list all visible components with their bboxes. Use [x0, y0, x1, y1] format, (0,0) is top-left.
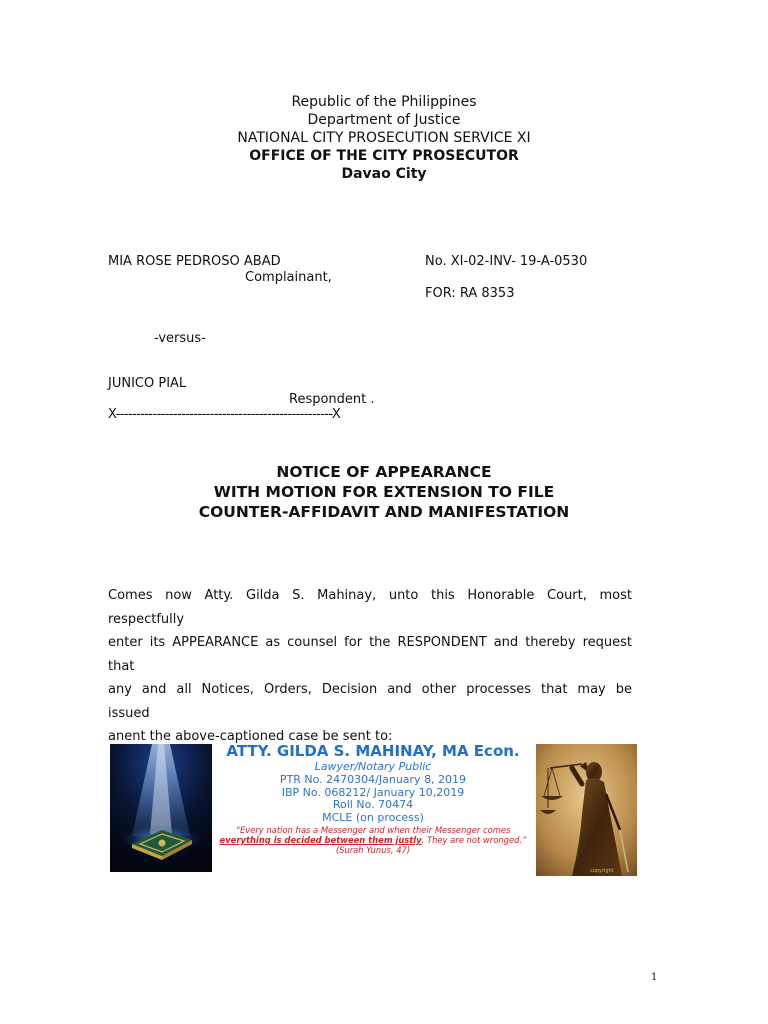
quote-emphasis: everything is decided between them justly	[219, 834, 422, 845]
body-line-3: any and all Notices, Orders, Decision and other processes that may be issued	[108, 682, 632, 721]
caption-separator: X-----------------------------------------------------X	[108, 407, 341, 422]
versus: -versus-	[154, 331, 206, 346]
signature-block	[214, 742, 532, 855]
quote-part-a: “Every nation has a Messenger and when their Messenger comes	[235, 824, 511, 835]
roll-number: Roll No. 70474	[332, 798, 414, 812]
document-header	[0, 93, 768, 183]
svg-text:copyright: copyright	[590, 868, 614, 874]
header-prosecution-service: NATIONAL CITY PROSECUTION SERVICE XI	[237, 130, 531, 146]
title-line-1: NOTICE OF APPEARANCE	[276, 463, 492, 481]
case-for: FOR: RA 8353	[425, 286, 515, 301]
case-number: No. XI-02-INV- 19-A-0530	[425, 254, 588, 269]
header-office: OFFICE OF THE CITY PROSECUTOR	[249, 148, 519, 164]
quran-spotlight-image	[110, 744, 212, 872]
respondent-label: Respondent .	[289, 392, 375, 407]
body-line-2: enter its APPEARANCE as counsel for the RESPONDENT and thereby request that	[108, 635, 632, 674]
mcle-status: MCLE (on process)	[322, 811, 424, 825]
ibp-number: IBP No. 068212/ January 10,2019	[281, 785, 465, 799]
respondent-name: JUNICO PIAL	[108, 376, 187, 391]
ptr-number: PTR No. 2470304/January 8, 2019	[279, 772, 467, 786]
body-line-1: Comes now Atty. Gilda S. Mahinay, unto this Honorable Court, most respectfully	[108, 588, 632, 627]
attorney-role: Lawyer/Notary Public	[314, 760, 432, 773]
lady-justice-image	[536, 744, 637, 876]
header-department: Department of Justice	[307, 112, 461, 128]
title-line-3: COUNTER-AFFIDAVIT AND MANIFESTATION	[198, 503, 570, 521]
document-title	[0, 462, 768, 522]
quran-quote	[214, 825, 532, 855]
page-number: 1	[651, 972, 658, 983]
complainant-name: MIA ROSE PEDROSO ABAD	[108, 254, 281, 269]
attorney-name: ATTY. GILDA S. MAHINAY, MA Econ.	[226, 742, 520, 760]
header-city: Davao City	[341, 166, 427, 182]
header-republic: Republic of the Philippines	[291, 94, 477, 110]
body-paragraph	[108, 584, 632, 749]
title-line-2: WITH MOTION FOR EXTENSION TO FILE	[213, 483, 555, 501]
quote-part-b: . They are not wronged.” (Surah Yunus, 47)	[335, 834, 527, 855]
complainant-label: Complainant,	[245, 270, 332, 285]
body-line-4: anent the above-captioned case be sent to:	[108, 729, 393, 744]
